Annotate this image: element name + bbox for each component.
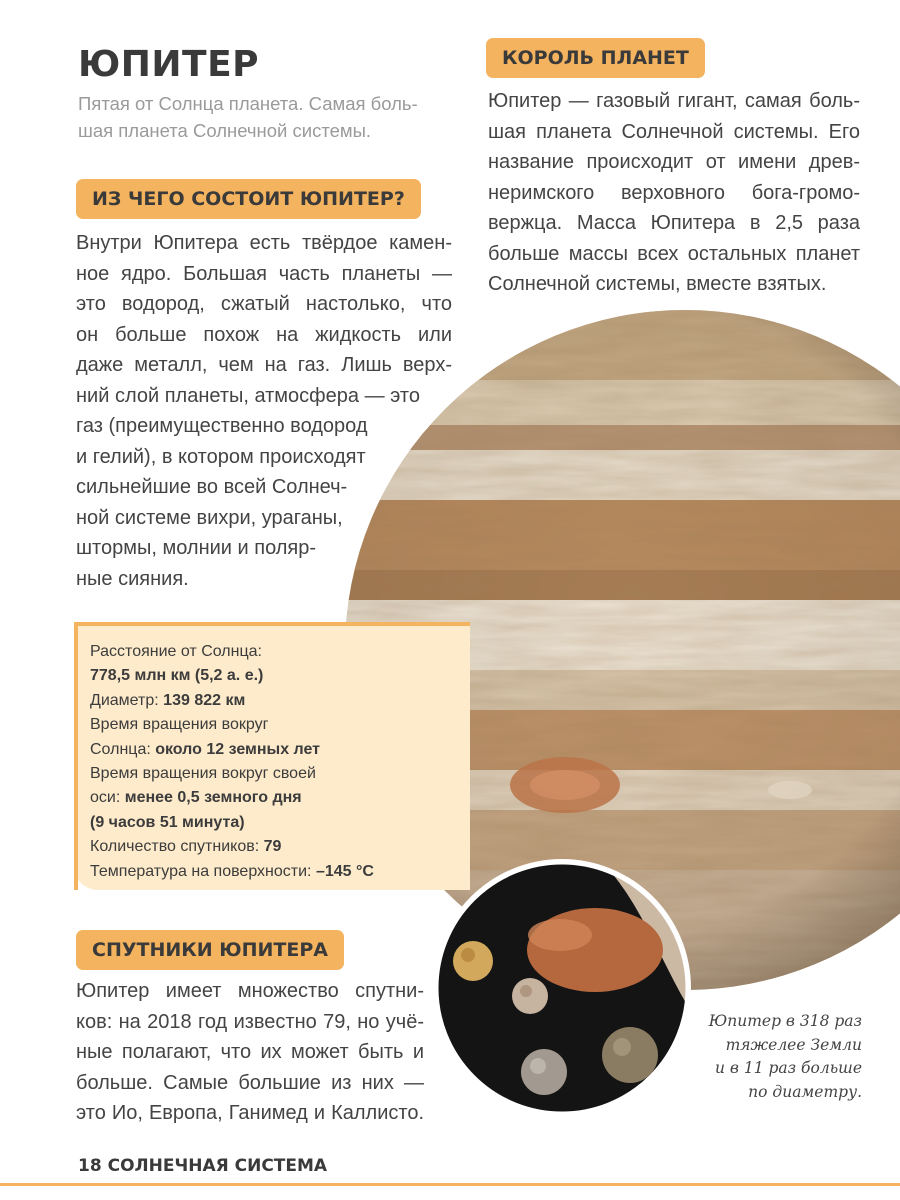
text-line: Юпитер — газовый гигант, самая боль-: [488, 90, 860, 112]
king-text: [488, 86, 860, 300]
text-line: ное ядро. Большая часть планеты —: [76, 262, 452, 285]
subtitle-line: Пятая от Солнца планета. Самая боль-: [78, 93, 418, 114]
facts-list: [90, 640, 374, 884]
text-line: это Ио, Европа, Ганимед и Каллисто.: [76, 1102, 424, 1124]
fact-diameter-label: Диаметр:: [90, 691, 159, 709]
fact-diameter-value: 139 822 км: [163, 691, 246, 709]
text-line: ков: на 2018 год известно 79, но учё-: [76, 1010, 424, 1033]
king-heading: КОРОЛЬ ПЛАНЕТ: [486, 38, 705, 78]
text-line: ной системе вихри, ураганы,: [76, 506, 343, 529]
fact-orbit-label: Время вращения вокруг: [90, 716, 269, 734]
fact-temperature-value: –145 °С: [315, 862, 374, 880]
satellites-heading: СПУТНИКИ ЮПИТЕРА: [76, 930, 344, 970]
text-line: больше. Самые большие из них —: [76, 1071, 424, 1094]
text-line: он больше похож на жидкость или: [76, 323, 452, 346]
caption-line: тяжелее Земли: [725, 1035, 862, 1054]
text-line: ные полагают, что их может быть и: [76, 1041, 424, 1063]
satellites-text: [76, 976, 424, 1129]
footer-divider: [0, 1183, 900, 1186]
text-line: Юпитер имеет множество спутни-: [76, 980, 424, 1002]
text-line: газ (преимущественно водород: [76, 415, 368, 437]
caption-line: и в 11 раз больше: [714, 1059, 862, 1077]
page-subtitle: [78, 90, 468, 144]
fact-moons-label: Количество спутников:: [90, 838, 260, 856]
fact-distance-label: Расстояние от Солнца:: [90, 643, 262, 660]
composition-heading: ИЗ ЧЕГО СОСТОИТ ЮПИТЕР?: [76, 179, 421, 219]
text-line: неримского верховного бога-громо-: [488, 181, 860, 204]
caption-line: Юпитер в 318 раз: [708, 1012, 862, 1030]
fact-orbit-label-end: Солнца:: [90, 740, 151, 758]
text-line: шая планета Солнечной системы. Его: [488, 120, 860, 143]
text-line: ные сияния.: [76, 567, 189, 590]
fact-temperature-label: Температура на поверхности:: [90, 862, 312, 880]
text-line: и гелий), в котором происходят: [76, 445, 366, 468]
fact-rotation-label: Время вращения вокруг своей: [90, 765, 316, 783]
text-line: ний слой планеты, атмосфера — это: [76, 384, 420, 407]
text-line: вержца. Масса Юпитера в 2,5 раза: [488, 212, 860, 234]
fact-rotation-value: менее 0,5 земного дня: [124, 789, 302, 807]
page-number: 18: [78, 1156, 102, 1176]
fact-rotation-value-hours: (9 часов 51 минута): [90, 813, 245, 831]
caption-line: по диаметру.: [748, 1082, 862, 1101]
text-line: это водород, сжатый настолько, что: [76, 293, 452, 315]
fact-rotation-label-end: оси:: [90, 789, 121, 807]
text-line: даже металл, чем на газ. Лишь верх-: [76, 354, 452, 376]
text-line: сильнейшие во всей Солнеч-: [76, 476, 348, 498]
section-name: СОЛНЕЧНАЯ СИСТЕМА: [107, 1156, 328, 1176]
text-line: название происходит от имени древ-: [488, 151, 860, 173]
subtitle-line: шая планета Солнечной системы.: [78, 120, 372, 141]
composition-text: [76, 228, 452, 594]
text-line: больше массы всех остальных планет: [488, 242, 860, 265]
fact-moons-value: 79: [263, 838, 282, 856]
fact-orbit-value: около 12 земных лет: [155, 740, 321, 758]
page-footer: [78, 1156, 327, 1176]
fact-distance-value: 778,5 млн км (5,2 а. е.): [90, 667, 264, 685]
text-line: Солнечной системы, вместе взятых.: [488, 273, 827, 295]
text-line: Внутри Юпитера есть твёрдое камен-: [76, 232, 452, 254]
facts-box: [74, 622, 470, 890]
page-title: ЮПИТЕР: [78, 44, 260, 85]
text-line: штормы, молнии и поляр-: [76, 537, 317, 559]
image-caption: [700, 1010, 862, 1104]
